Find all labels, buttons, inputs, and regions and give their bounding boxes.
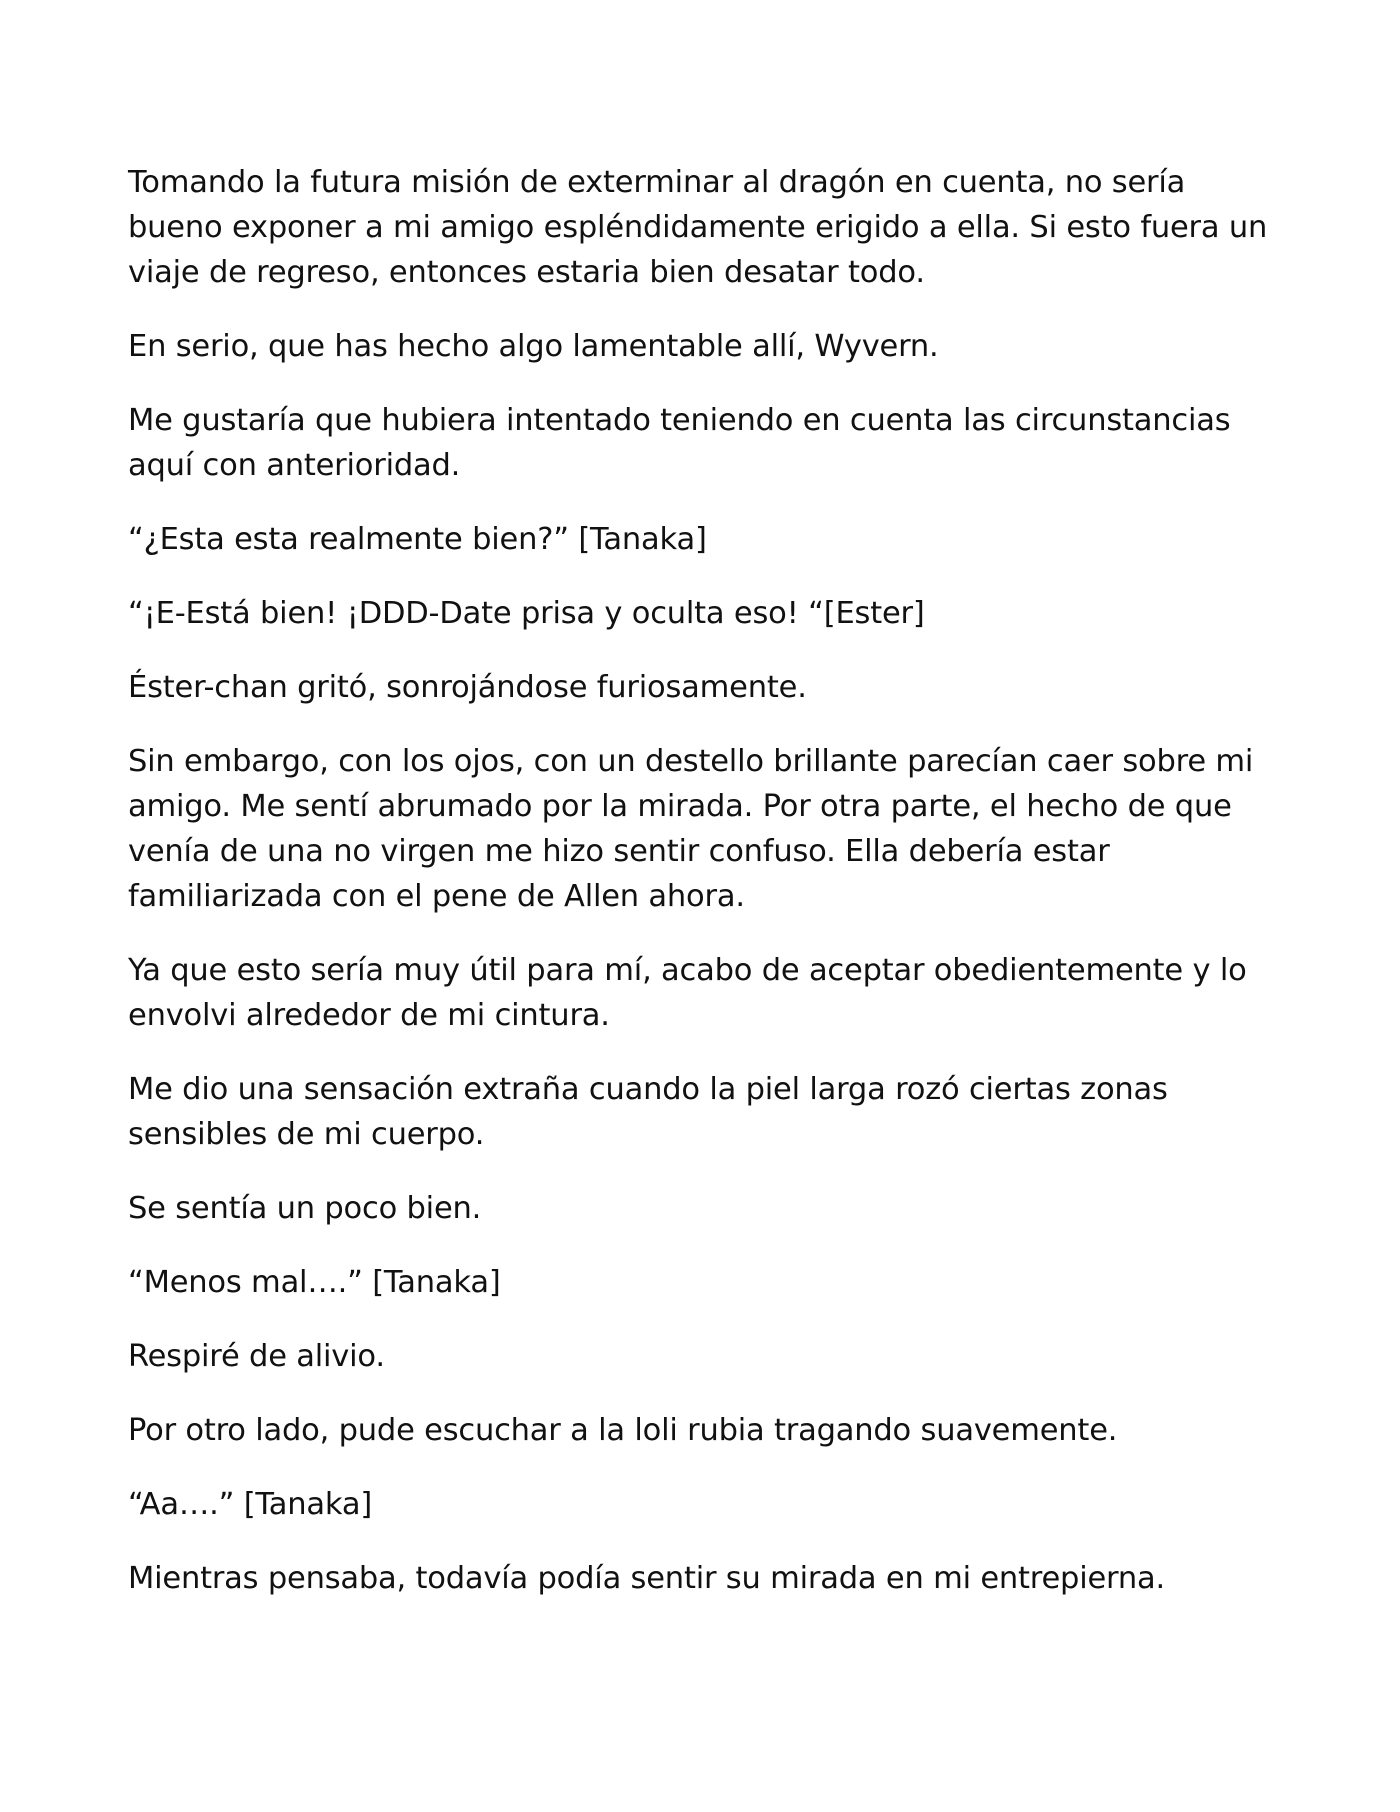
paragraph: En serio, que has hecho algo lamentable allí, Wyvern. xyxy=(128,329,939,364)
paragraph: Me dio una sensación extraña cuando la piel larga rozó ciertas zonas sensibles de mi cuerpo. xyxy=(128,1072,1168,1152)
paragraph: Mientras pensaba, todavía podía sentir su mirada en mi entrepierna. xyxy=(128,1561,1165,1596)
paragraph: Éster-chan gritó, sonrojándose furiosamente. xyxy=(128,670,807,705)
paragraph: Sin embargo, con los ojos, con un destello brillante parecían caer sobre mi amigo. Me sentí abrumado por la mirada. Por otra parte, el hecho de que venía de una no virgen me hizo sentir confuso. Ella debería estar familiarizada con el pene de Allen ahora. xyxy=(128,744,1254,914)
document-body xyxy=(128,160,1280,1601)
paragraph: Respiré de alivio. xyxy=(128,1339,385,1374)
paragraph: Por otro lado, pude escuchar a la loli rubia tragando suavemente. xyxy=(128,1413,1118,1448)
dialogue-line: “¿Esta esta realmente bien?” [Tanaka] xyxy=(128,522,707,557)
paragraph: Tomando la futura misión de exterminar al dragón en cuenta, no sería bueno exponer a mi amigo espléndidamente erigido a ella. Si esto fuera un viaje de regreso, entonces estaria bien desatar todo. xyxy=(128,165,1268,290)
dialogue-line: “Menos mal….” [Tanaka] xyxy=(128,1265,501,1300)
dialogue-line: “¡E-Está bien! ¡DDD-Date prisa y oculta eso! “[Ester] xyxy=(128,596,925,631)
dialogue-line: “Aa….” [Tanaka] xyxy=(128,1487,373,1522)
paragraph: Me gustaría que hubiera intentado teniendo en cuenta las circunstancias aquí con anterioridad. xyxy=(128,403,1231,483)
paragraph: Se sentía un poco bien. xyxy=(128,1191,482,1226)
paragraph: Ya que esto sería muy útil para mí, acabo de aceptar obedientemente y lo envolvi alrededor de mi cintura. xyxy=(128,953,1247,1033)
